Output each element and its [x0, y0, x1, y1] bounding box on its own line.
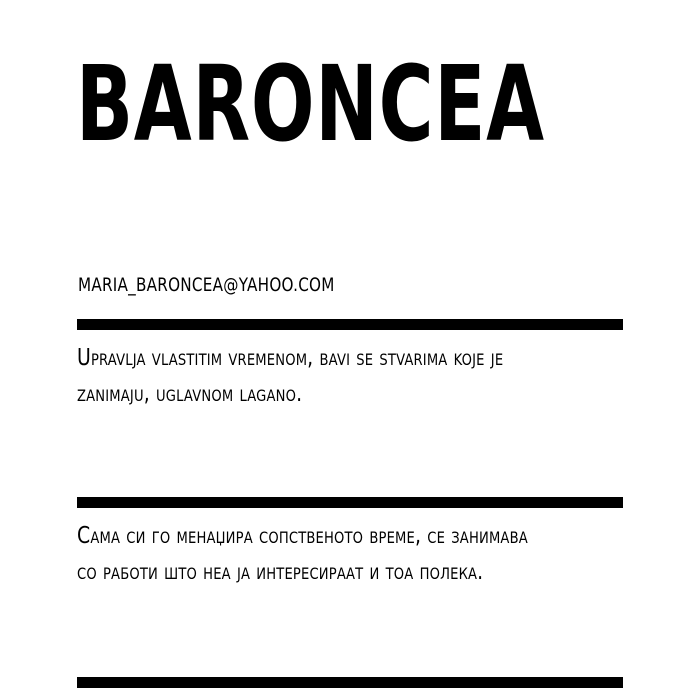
divider — [77, 319, 623, 330]
description-line: со работи што неа ја интересираат и тоа полека. — [77, 559, 484, 585]
description-line: Сама си го менаџира сопственото време, се занимава — [77, 523, 528, 549]
description-line: zanimaju, uglavnom lagano. — [77, 381, 303, 407]
description-cyrillic — [77, 518, 618, 590]
description-latin — [77, 340, 618, 412]
divider — [77, 677, 623, 688]
name-heading: BARONCEA — [76, 43, 545, 165]
divider — [77, 497, 623, 508]
email-address: MARIA_BARONCEA@YAHOO.COM — [78, 274, 335, 296]
description-line: Upravlja vlastitim vremenom, bavi se stvarima koje je — [77, 345, 504, 371]
